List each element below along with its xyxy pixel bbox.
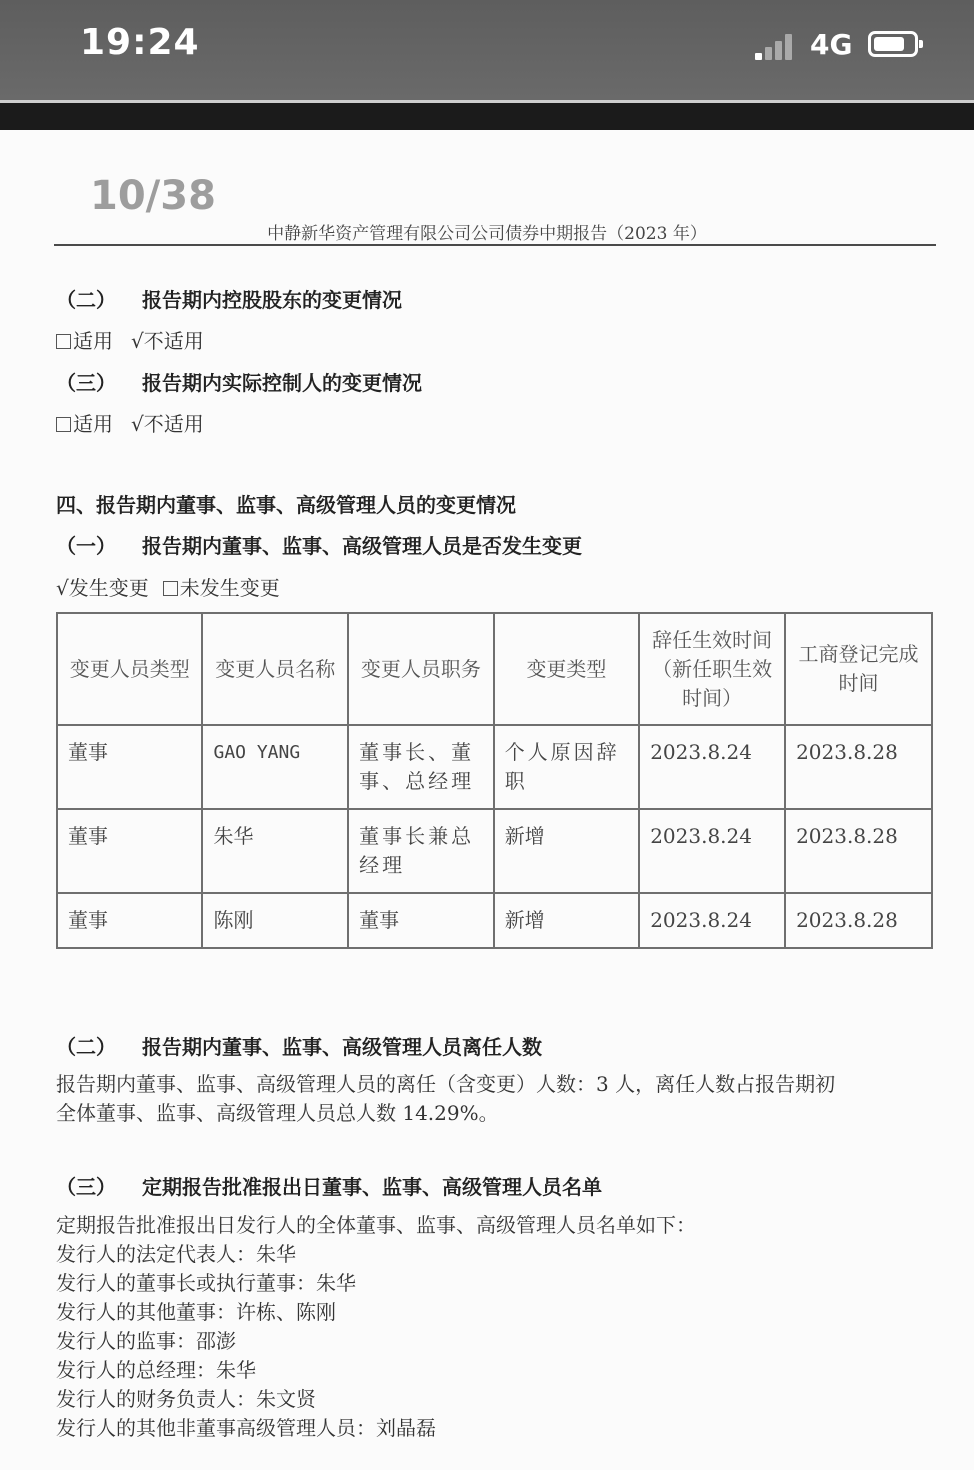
subsection-heading-departures (56, 1031, 542, 1060)
table-cell: 2023.8.24 (639, 893, 785, 948)
battery-icon (868, 31, 918, 57)
table-cell: 新增 (494, 893, 640, 948)
checkbox-empty (56, 334, 71, 349)
table-header-cell: 变更人员职务 (348, 613, 494, 725)
option-not-applicable: √不适用 (131, 412, 204, 436)
roster-line: 发行人的董事长或执行董事：朱华 (56, 1271, 356, 1295)
table-row (57, 809, 932, 893)
section-title: 报告期内实际控制人的变更情况 (142, 371, 422, 395)
document-header: 中静新华资产管理有限公司公司债券中期报告（2023 年） (267, 224, 707, 244)
header-rule (54, 244, 936, 246)
checkbox-empty (163, 581, 178, 596)
table-header-cell: 变更类型 (494, 613, 640, 725)
roster-list (56, 1211, 696, 1443)
change-options (56, 572, 280, 601)
section-number: （二） (56, 1035, 116, 1059)
section-title: 定期报告批准报出日董事、监事、高级管理人员名单 (142, 1175, 602, 1199)
section-title: 报告期内董事、监事、高级管理人员是否发生变更 (142, 534, 582, 558)
roster-line: 发行人的监事：邵澎 (56, 1329, 236, 1353)
checkbox-empty (56, 417, 71, 432)
toolbar-band (0, 103, 974, 130)
table-row (57, 893, 932, 948)
applicability-options (56, 408, 204, 437)
table-cell: 个人原因辞职 (494, 725, 640, 809)
roster-line: 发行人的总经理：朱华 (56, 1358, 256, 1382)
status-time: 19:24 (80, 22, 200, 63)
table-header-cell: 辞任生效时间（新任职生效时间） (639, 613, 785, 725)
table-cell: 2023.8.28 (785, 809, 932, 893)
table-cell: 董事长兼总经理 (348, 809, 494, 893)
status-bar (0, 0, 974, 100)
departures-paragraph (56, 1070, 835, 1128)
table-header-row (57, 613, 932, 725)
section-number: （一） (56, 534, 116, 558)
table-header-cell: 工商登记完成时间 (785, 613, 932, 725)
section-title: 报告期内控股股东的变更情况 (142, 288, 402, 312)
table-cell: GAO YANG (202, 725, 348, 809)
roster-line: 发行人的其他非董事高级管理人员：刘晶磊 (56, 1416, 436, 1440)
section-number: （二） (56, 288, 116, 312)
table-header-cell: 变更人员名称 (202, 613, 348, 725)
subsection-heading-roster (56, 1171, 602, 1200)
table-cell: 董事 (348, 893, 494, 948)
subsection-heading-changes-occurred (56, 530, 582, 559)
table-cell: 2023.8.28 (785, 725, 932, 809)
paragraph-line: 报告期内董事、监事、高级管理人员的离任（含变更）人数：3 人，离任人数占报告期初 (56, 1072, 836, 1096)
personnel-changes-table (56, 612, 933, 949)
roster-line: 发行人的财务负责人：朱文贤 (56, 1387, 316, 1411)
option-changed: √发生变更 (56, 576, 149, 600)
page-indicator: 10/38 (90, 173, 216, 219)
table-cell: 朱华 (202, 809, 348, 893)
section-number: （三） (56, 371, 116, 395)
table-cell: 新增 (494, 809, 640, 893)
applicability-options (56, 325, 204, 354)
signal-strength-icon (755, 30, 799, 60)
table-cell: 董事长、董事、总经理 (348, 725, 494, 809)
table-row (57, 725, 932, 809)
section-heading-controlling-shareholder (56, 284, 402, 313)
option-applicable: 适用 (73, 329, 113, 353)
table-cell: 董事 (57, 809, 202, 893)
option-applicable: 适用 (73, 412, 113, 436)
section-heading-actual-controller (56, 367, 422, 396)
option-not-changed: 未发生变更 (179, 576, 280, 600)
section-title: 报告期内董事、监事、高级管理人员离任人数 (142, 1035, 542, 1059)
table-cell: 2023.8.24 (639, 725, 785, 809)
network-type: 4G (810, 28, 853, 61)
table-cell: 2023.8.24 (639, 809, 785, 893)
table-cell: 陈刚 (202, 893, 348, 948)
section-heading-management-changes: 四、报告期内董事、监事、高级管理人员的变更情况 (56, 493, 516, 517)
roster-line: 定期报告批准报出日发行人的全体董事、监事、高级管理人员名单如下： (56, 1213, 696, 1237)
section-number: （三） (56, 1175, 116, 1199)
table-header-cell: 变更人员类型 (57, 613, 202, 725)
table-cell: 董事 (57, 725, 202, 809)
roster-line: 发行人的法定代表人：朱华 (56, 1242, 296, 1266)
table-cell: 董事 (57, 893, 202, 948)
roster-line: 发行人的其他董事：许栋、陈刚 (56, 1300, 336, 1324)
table-cell: 2023.8.28 (785, 893, 932, 948)
paragraph-line: 全体董事、监事、高级管理人员总人数 14.29%。 (56, 1101, 499, 1125)
option-not-applicable: √不适用 (131, 329, 204, 353)
